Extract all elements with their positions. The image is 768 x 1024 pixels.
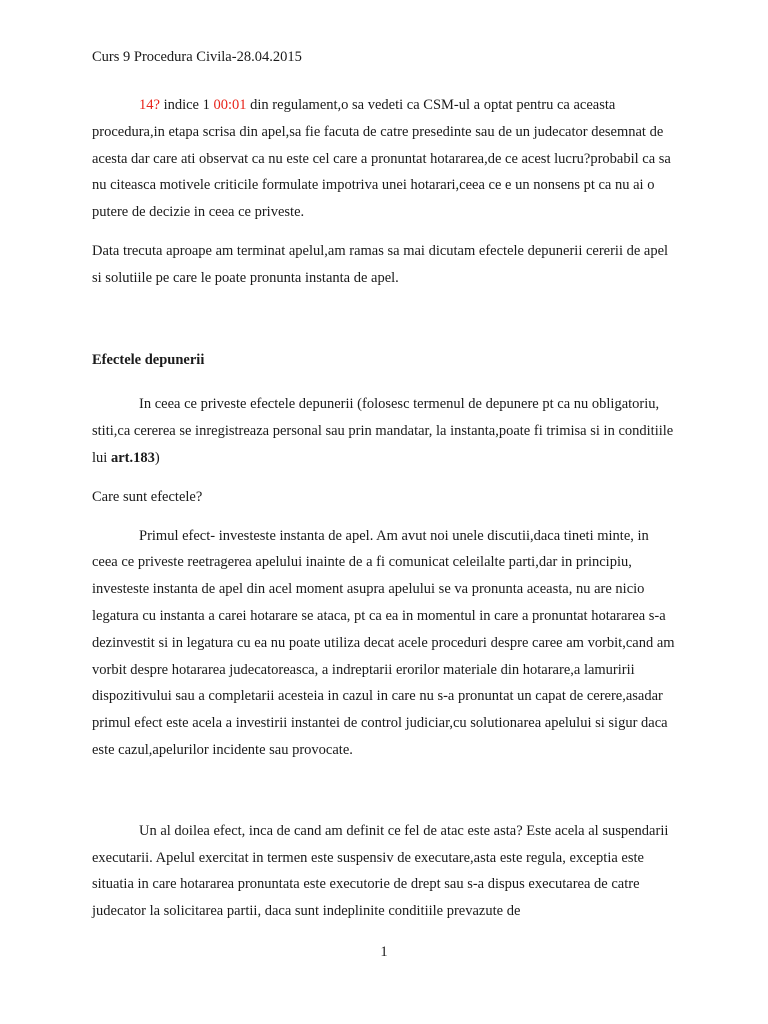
paragraph-text: indice 1 xyxy=(159,97,214,113)
paragraph-6: Un al doilea efect, inca de cand am definit ce fel de atac este asta? Este acela al suspendarii executarii. Apelul exercitat in termen este suspensiv de executare,asta este regula, exceptia este situatia in care hotararea pronuntata este executorie de drept sau s-a dispus executarea de catre judecator la solicitarea partii, daca sunt indeplinite conditiile prevazute de xyxy=(92,822,669,920)
paragraph-4: Care sunt efectele? xyxy=(92,488,203,505)
paragraph-text: din regulament,o sa vedeti ca CSM-ul a optat pentru ca aceasta procedura,in etapa scrisa din apel,sa fie facuta de catre presedinte sau de un judecator desemnat de acesta dar care ati observat ca nu este cel care a pronuntat hotararea,de ce acest lucru?probabil ca sa nu citeasca motivele criticile formulate impotriva unei hotarari,ceea ce e un nonsens pt ca nu ai o putere de decizie in ceea ce priveste. xyxy=(92,97,671,221)
paragraph-2: Data trecuta aproape am terminat apelul,am ramas sa mai dicutam efectele depunerii cererii de apel si solutiile pe care le poate pronunta instanta de apel. xyxy=(92,242,669,286)
paragraph-5: Primul efect- investeste instanta de apel. Am avut noi unele discutii,daca tineti minte, in ceea ce priveste reetragerea apelului inainte de a fi comunicat celeilalte parti,dar in principiu, investeste instanta de apel din acel moment asupra apelului se va pronunta aceasta, nu are nicio legatura cu instanta a carei hotarare se ataca, pt ca ea in momentul in care a pronuntat hotararea s-a dezinvestit si in legatura cu ea nu poate utiliza decat acele proceduri despre caree am vorbit,cand am vorbit despre hotararea judecatoreasca, a indreptarii erorilor materiale din hotarare,a lamuririi dispozitivului sau a completarii acesteia in cazul in care nu s-a pronuntat un capat de cerere,asadar primul efect este acela a investirii instantei de control judiciar,cu solutionarea apelului si sigur daca este cazul,apelurilor incidente sau provocate. xyxy=(92,527,675,758)
article-reference: art.183 xyxy=(110,449,155,466)
reference-mark: 14? xyxy=(139,97,160,113)
page-header: Curs 9 Procedura Civila-28.04.2015 xyxy=(92,49,302,65)
paragraph-text: ) xyxy=(154,449,160,466)
timestamp-mark: 00:01 xyxy=(213,97,247,113)
paragraph-3 xyxy=(92,391,678,471)
section-heading: Efectele depunerii xyxy=(92,351,205,368)
page-number: 1 xyxy=(380,944,388,960)
paragraph-1 xyxy=(92,92,678,226)
document-body xyxy=(92,92,678,925)
paragraph-text: In ceea ce priveste efectele depunerii (folosesc termenul de depunere pt ca nu obligatoriu, stiti,ca cererea se inregistreaza personal sau prin mandatar, la instanta,poate fi trimisa si in conditiile lui xyxy=(92,396,674,466)
